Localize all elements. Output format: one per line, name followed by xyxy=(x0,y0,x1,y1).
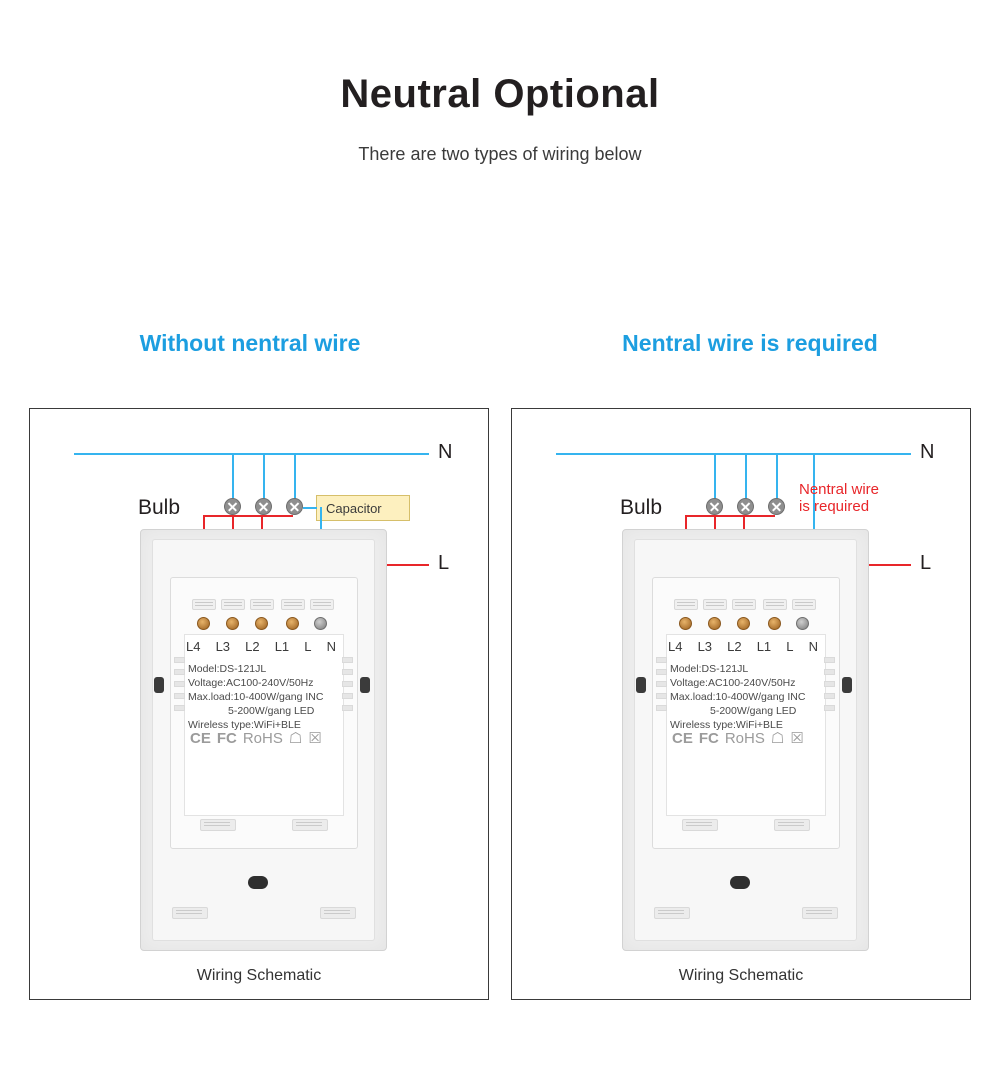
button-slot-bottom xyxy=(248,876,268,889)
spec-load-2: 5-200W/gang LED xyxy=(710,705,797,717)
vent-left-2 xyxy=(656,669,667,675)
bulb-terminal-3 xyxy=(286,498,303,515)
fcc-mark-icon: FC xyxy=(698,729,719,747)
terminal-screw-l3 xyxy=(226,617,239,630)
terminal-screw-l2 xyxy=(255,617,268,630)
live-bridge xyxy=(203,515,293,517)
panel-caption-right: Wiring Schematic xyxy=(678,967,804,984)
neutral-bus-wire xyxy=(74,453,429,455)
terminal-clip-5 xyxy=(310,599,334,610)
bulb-terminal-2 xyxy=(255,498,272,515)
terminal-label-l4: L4 xyxy=(186,639,201,654)
bulb-terminal-2 xyxy=(737,498,754,515)
wee-bin-icon: ☒ xyxy=(308,730,322,747)
terminal-label-l4: L4 xyxy=(668,639,683,654)
vent-left-5 xyxy=(656,705,667,711)
terminal-label-l: L xyxy=(786,639,794,654)
certification-marks xyxy=(190,729,335,747)
fcc-mark-icon: FC xyxy=(216,729,237,747)
spec-load-1: Max.load:10-400W/gang INC xyxy=(188,691,324,703)
bulb-label: Bulb xyxy=(138,496,181,519)
vent-right-4 xyxy=(824,693,835,699)
terminal-label-l3: L3 xyxy=(215,639,231,654)
panel-heading-left: Without nentral wire xyxy=(139,330,361,356)
neutral-bus-wire xyxy=(556,453,911,455)
vent-left-4 xyxy=(656,693,667,699)
bottom-tab-right xyxy=(774,819,810,831)
house-mark-icon: ☖ xyxy=(770,730,785,747)
switch-device-illustration xyxy=(622,529,867,949)
bottom-tab-left xyxy=(682,819,718,831)
wiring-diagram-without-neutral xyxy=(29,408,489,1000)
rohs-mark-icon: RoHS xyxy=(242,729,283,747)
bulb-terminal-3 xyxy=(768,498,785,515)
neutral-required-note xyxy=(799,481,919,516)
vent-right-1 xyxy=(824,657,835,663)
live-bridge xyxy=(685,515,775,517)
mounting-ear-right xyxy=(842,677,852,693)
bulb-terminal-1 xyxy=(224,498,241,515)
live-label: L xyxy=(920,552,932,574)
page-subtitle: There are two types of wiring below xyxy=(358,143,642,164)
terminal-screw-l4 xyxy=(679,617,692,630)
terminal-screw-l xyxy=(796,617,809,630)
vent-right-5 xyxy=(824,705,835,711)
terminal-label-n: N xyxy=(808,639,818,654)
mounting-ear-left xyxy=(636,677,646,693)
vent-left-4 xyxy=(174,693,185,699)
terminal-label-l2: L2 xyxy=(245,639,260,654)
page-title: Neutral Optional xyxy=(340,72,660,116)
capacitor-box: Capacitor xyxy=(316,495,410,521)
neutral-label: N xyxy=(438,441,453,463)
neutral-required-note-line2: is required xyxy=(799,498,870,516)
vent-right-1 xyxy=(342,657,353,663)
terminal-label-l1: L1 xyxy=(274,639,290,654)
bulb-label: Bulb xyxy=(620,496,663,519)
ce-mark-icon: CE xyxy=(672,729,693,747)
bottom-tab-left xyxy=(200,819,236,831)
vent-right-2 xyxy=(342,669,353,675)
vent-right-3 xyxy=(824,681,835,687)
spec-model: Model:DS-121JL xyxy=(188,663,267,675)
spec-load-1: Max.load:10-400W/gang INC xyxy=(670,691,806,703)
terminal-clip-2 xyxy=(221,599,245,610)
terminal-screw-l2 xyxy=(737,617,750,630)
live-label: L xyxy=(438,552,450,574)
terminal-labels xyxy=(186,639,336,654)
bulb-terminal-1 xyxy=(706,498,723,515)
terminal-screw-l4 xyxy=(197,617,210,630)
vent-right-5 xyxy=(342,705,353,711)
terminal-label-n: N xyxy=(326,639,336,654)
terminal-label-l2: L2 xyxy=(727,639,742,654)
terminal-clip-1 xyxy=(674,599,698,610)
terminal-clip-3 xyxy=(732,599,756,610)
vent-left-5 xyxy=(174,705,185,711)
capacitor-lead xyxy=(303,507,317,509)
plate-tab-left xyxy=(654,907,690,919)
button-slot-bottom xyxy=(730,876,750,889)
terminal-label-l: L xyxy=(304,639,312,654)
vent-right-4 xyxy=(342,693,353,699)
spec-text xyxy=(670,662,820,732)
plate-tab-left xyxy=(172,907,208,919)
terminal-clip-3 xyxy=(250,599,274,610)
vent-right-3 xyxy=(342,681,353,687)
terminal-screw-l xyxy=(314,617,327,630)
house-mark-icon: ☖ xyxy=(288,730,303,747)
vent-left-3 xyxy=(174,681,185,687)
vent-left-1 xyxy=(656,657,667,663)
spec-voltage: Voltage:AC100-240V/50Hz xyxy=(670,677,796,689)
ce-mark-icon: CE xyxy=(190,729,211,747)
terminal-label-l1: L1 xyxy=(756,639,772,654)
terminal-clip-4 xyxy=(763,599,787,610)
terminal-screw-l3 xyxy=(708,617,721,630)
diagram-panels xyxy=(0,408,1000,1000)
neutral-required-note-line1: Nentral wire xyxy=(799,481,880,498)
certification-marks xyxy=(672,729,817,747)
panel-caption-left: Wiring Schematic xyxy=(196,967,322,984)
mounting-ear-left xyxy=(154,677,164,693)
spec-wireless: Wireless type:WiFi+BLE xyxy=(670,719,783,731)
vent-right-2 xyxy=(824,669,835,675)
spec-wireless: Wireless type:WiFi+BLE xyxy=(188,719,301,731)
panel-heading-right: Nentral wire is required xyxy=(622,330,878,356)
vent-left-1 xyxy=(174,657,185,663)
panel-headings xyxy=(0,330,1000,357)
spec-load-2: 5-200W/gang LED xyxy=(228,705,315,717)
terminal-screw-l1 xyxy=(768,617,781,630)
vent-left-2 xyxy=(174,669,185,675)
spec-text xyxy=(188,662,338,732)
rohs-mark-icon: RoHS xyxy=(724,729,765,747)
terminal-clip-4 xyxy=(281,599,305,610)
terminal-screw-l1 xyxy=(286,617,299,630)
terminal-labels xyxy=(668,639,818,654)
terminal-clip-5 xyxy=(792,599,816,610)
wiring-diagram-with-neutral xyxy=(511,408,971,1000)
spec-model: Model:DS-121JL xyxy=(670,663,749,675)
switch-device-illustration xyxy=(140,529,385,949)
plate-tab-right xyxy=(802,907,838,919)
spec-voltage: Voltage:AC100-240V/50Hz xyxy=(188,677,314,689)
plate-tab-right xyxy=(320,907,356,919)
terminal-clip-1 xyxy=(192,599,216,610)
terminal-label-l3: L3 xyxy=(697,639,713,654)
terminal-clip-2 xyxy=(703,599,727,610)
wee-bin-icon: ☒ xyxy=(790,730,804,747)
mounting-ear-right xyxy=(360,677,370,693)
neutral-label: N xyxy=(920,441,935,463)
vent-left-3 xyxy=(656,681,667,687)
bottom-tab-right xyxy=(292,819,328,831)
